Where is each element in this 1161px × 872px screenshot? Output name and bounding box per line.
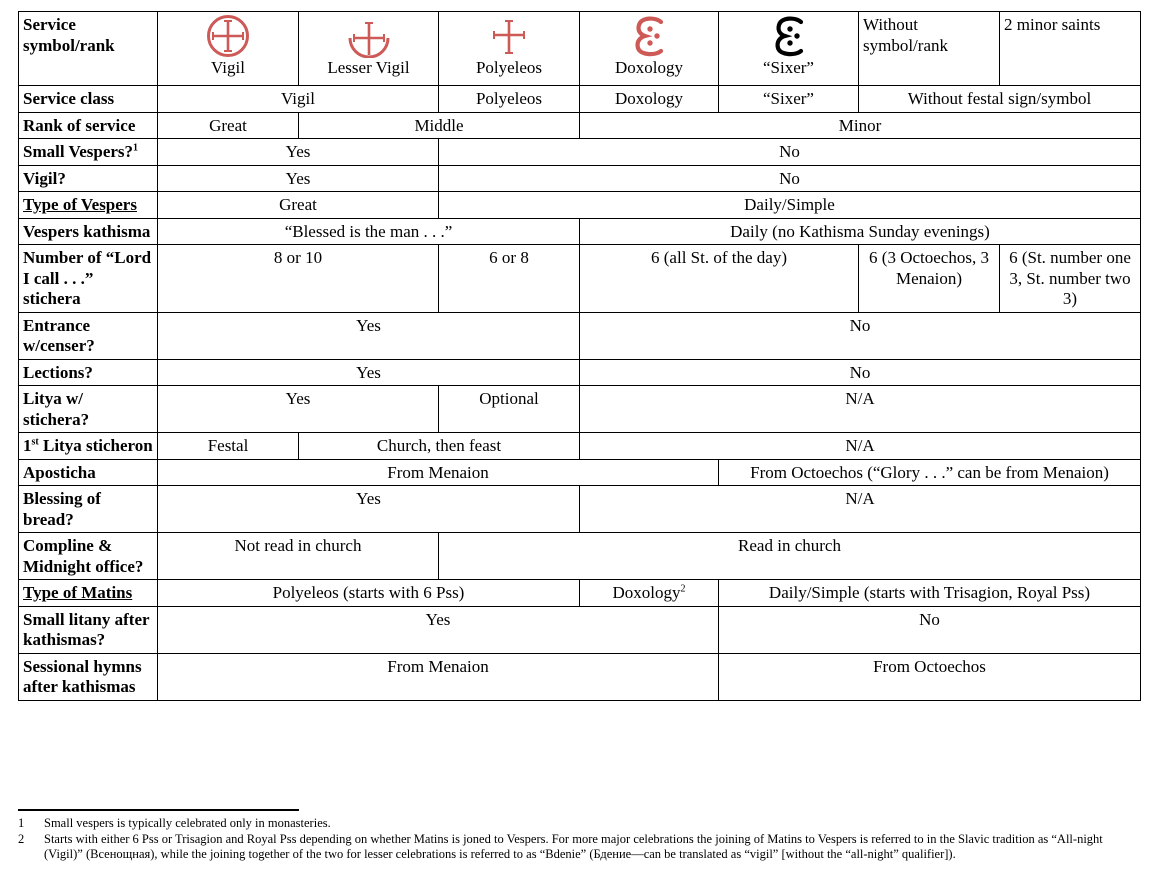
row-rank xyxy=(19,112,1141,139)
row-type-vespers xyxy=(19,192,1141,219)
row-aposticha xyxy=(19,459,1141,486)
table-cell: Yes xyxy=(158,386,439,433)
table-cell: Great xyxy=(158,192,439,219)
table-cell: Not read in church xyxy=(158,533,439,580)
table-cell: No xyxy=(719,606,1141,653)
table-cell: Yes xyxy=(158,165,439,192)
doxology-sign-icon xyxy=(629,14,669,58)
table-cell: Festal xyxy=(158,433,299,460)
table-cell: Daily/Simple xyxy=(439,192,1141,219)
table-cell: From Octoechos (“Glory . . .” can be from Menaion) xyxy=(719,459,1141,486)
table-cell: From Octoechos xyxy=(719,653,1141,700)
vigil-symbol-cell xyxy=(158,12,299,86)
row-small-litany xyxy=(19,606,1141,653)
table-cell: Read in church xyxy=(439,533,1141,580)
table-cell: Yes xyxy=(158,312,580,359)
lesser-vigil-symbol-cell xyxy=(299,12,439,86)
row-header-text: 1 xyxy=(23,436,32,455)
row-header: Small litany after kathismas? xyxy=(19,606,158,653)
row-litya xyxy=(19,386,1141,433)
table-cell: “Sixer” xyxy=(719,86,859,113)
row-sessional xyxy=(19,653,1141,700)
row-compline xyxy=(19,533,1141,580)
table-cell: Optional xyxy=(439,386,580,433)
table-cell: Yes xyxy=(158,139,439,166)
without-symbol-cell: Without symbol/rank xyxy=(859,12,1000,86)
row-header-text: Type of Matins xyxy=(23,583,133,602)
symbol-label: Lesser Vigil xyxy=(327,58,410,77)
row-header: Sessional hymns after kathismas xyxy=(19,653,158,700)
cross-icon xyxy=(491,16,527,56)
row-header: Compline & Midnight office? xyxy=(19,533,158,580)
row-header-text: Small Vespers? xyxy=(23,142,134,161)
row-header-text: Type of Vespers xyxy=(23,195,137,214)
table-cell: No xyxy=(580,359,1141,386)
table-cell: N/A xyxy=(580,486,1141,533)
ordinal-suffix: st xyxy=(31,436,39,448)
table-cell: N/A xyxy=(580,386,1141,433)
table-cell: Minor xyxy=(580,112,1141,139)
row-lord-i-call xyxy=(19,245,1141,313)
row-first-litya xyxy=(19,433,1141,460)
symbol-label: “Sixer” xyxy=(763,58,814,77)
table-cell: Great xyxy=(158,112,299,139)
footnote-ref: 2 xyxy=(680,583,686,595)
row-type-matins xyxy=(19,580,1141,607)
row-header: Service symbol/rank xyxy=(19,12,158,86)
row-header xyxy=(19,433,158,460)
row-bread xyxy=(19,486,1141,533)
table-cell: Yes xyxy=(158,606,719,653)
table-cell xyxy=(580,580,719,607)
footnote-text: Small vespers is typically celebrated only in monasteries. xyxy=(44,816,331,830)
table-cell: Middle xyxy=(299,112,580,139)
table-cell: Polyeleos (starts with 6 Pss) xyxy=(158,580,580,607)
footnote-text: Starts with either 6 Pss or Trisagion and Royal Pss depending on whether Matins is joned to Vespers. For more major celebrations the joining of Matins to Vespers is referred to in the Slavic tradition as “All-night (Vigil)” (Всенощная), while the joining together of the two for lesser celebrations is referred to as “Bdenie” (Бдение—can be translated as “vigil” [without the “all-night” qualifier]). xyxy=(44,831,1103,861)
doxology-symbol-cell xyxy=(580,12,719,86)
row-header xyxy=(19,192,158,219)
row-header: Litya w/ stichera? xyxy=(19,386,158,433)
circled-cross-icon xyxy=(206,14,250,58)
sixer-sign-icon xyxy=(769,14,809,58)
symbol-label: Polyeleos xyxy=(475,58,543,77)
row-service-symbol xyxy=(19,12,1141,86)
row-lections xyxy=(19,359,1141,386)
half-circled-cross-icon xyxy=(346,14,392,58)
table-cell: Doxology xyxy=(580,86,719,113)
table-cell: Daily (no Kathisma Sunday evenings) xyxy=(580,218,1141,245)
footnote-number: 1 xyxy=(18,816,25,830)
footnote xyxy=(18,832,1133,863)
minor-saints-cell: 2 minor saints xyxy=(1000,12,1141,86)
table-cell: “Blessed is the man . . .” xyxy=(158,218,580,245)
table-cell: Polyeleos xyxy=(439,86,580,113)
row-header: Entrance w/censer? xyxy=(19,312,158,359)
row-service-class xyxy=(19,86,1141,113)
row-entrance xyxy=(19,312,1141,359)
table-cell: Vigil xyxy=(158,86,439,113)
table-cell: No xyxy=(439,165,1141,192)
row-header: Blessing of bread? xyxy=(19,486,158,533)
polyeleos-symbol-cell xyxy=(439,12,580,86)
table-cell: 8 or 10 xyxy=(158,245,439,313)
table-cell: From Menaion xyxy=(158,459,719,486)
table-cell: Church, then feast xyxy=(299,433,580,460)
row-header xyxy=(19,139,158,166)
cell-text: Doxology xyxy=(612,583,681,602)
row-vigil xyxy=(19,165,1141,192)
table-cell: N/A xyxy=(580,433,1141,460)
row-header-text: Litya sticheron xyxy=(38,436,153,455)
row-header: Vespers kathisma xyxy=(19,218,158,245)
table-cell: 6 (3 Octoechos, 3 Menaion) xyxy=(859,245,1000,313)
table-cell: 6 (St. number one 3, St. number two 3) xyxy=(1000,245,1141,313)
row-header: Vigil? xyxy=(19,165,158,192)
row-header: Service class xyxy=(19,86,158,113)
symbol-label: Vigil xyxy=(211,58,245,77)
footnote-divider xyxy=(18,809,299,811)
service-rank-table xyxy=(18,11,1141,701)
table-cell: Yes xyxy=(158,359,580,386)
table-cell: From Menaion xyxy=(158,653,719,700)
row-vespers-kathisma xyxy=(19,218,1141,245)
table-cell: Daily/Simple (starts with Trisagion, Royal Pss) xyxy=(719,580,1141,607)
table-cell: 6 or 8 xyxy=(439,245,580,313)
row-header: Number of “Lord I call . . .” stichera xyxy=(19,245,158,313)
footnote-ref: 1 xyxy=(133,142,139,154)
table-cell: No xyxy=(439,139,1141,166)
table-cell: 6 (all St. of the day) xyxy=(580,245,859,313)
row-header: Aposticha xyxy=(19,459,158,486)
footnotes xyxy=(18,816,1133,863)
footnote xyxy=(18,816,1133,832)
sixer-symbol-cell xyxy=(719,12,859,86)
row-header: Lections? xyxy=(19,359,158,386)
row-header: Rank of service xyxy=(19,112,158,139)
row-small-vespers xyxy=(19,139,1141,166)
row-header xyxy=(19,580,158,607)
table-cell: Without festal sign/symbol xyxy=(859,86,1141,113)
table-cell: No xyxy=(580,312,1141,359)
footnote-number: 2 xyxy=(18,831,25,846)
table-cell: Yes xyxy=(158,486,580,533)
symbol-label: Doxology xyxy=(615,58,683,77)
